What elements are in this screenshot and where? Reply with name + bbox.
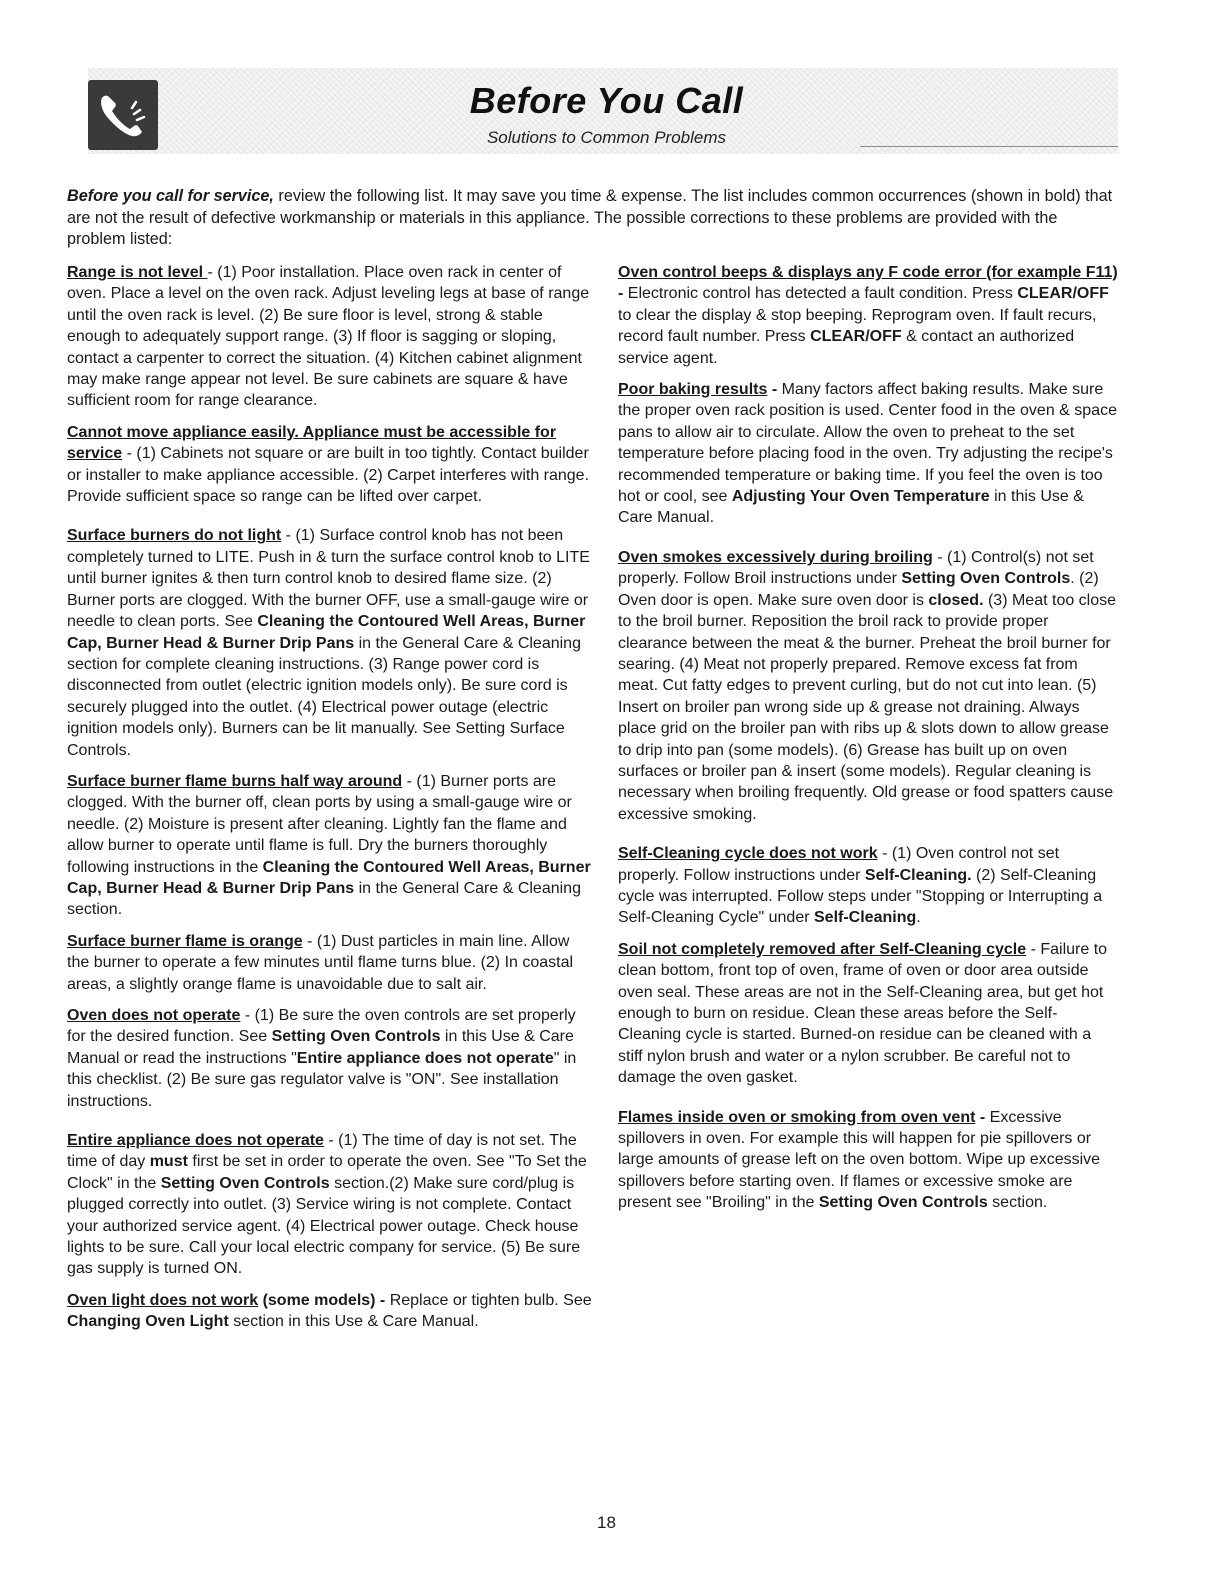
problem-title: Oven does not operate [67, 1007, 241, 1024]
problem-title: Oven control beeps & displays any F code error (for example F11) [618, 264, 1118, 281]
body-text: in the General Care & Cleaning section for complete cleaning instructions. (3) Range power cord is disconnected from outlet (electric ignition models only). Be sure cord is securely plugged into the outlet. (4) Electrical power outage (electric ignition models only). Burners can be lit manually. See Setting Surface Controls. [67, 634, 581, 759]
emphasis-text: - [975, 1108, 990, 1126]
emphasis-text: - [767, 381, 782, 399]
problem-title: Surface burner flame burns half way around [67, 772, 403, 790]
problem-entry [67, 1290, 594, 1333]
emphasis-text: Cleaning the Contoured Well Areas, Burner Cap, Burner Head & Burner Drip Pans [67, 613, 586, 652]
body-text: - (1) Be sure the oven controls are set properly for the desired function. See [67, 1007, 576, 1046]
intro-text: review the following list. It may save you time & expense. The list includes common occurrences (shown in bold) that are not the result of defective workmanship or materials in this appliance. The possible corrections to these problems are provided with the problem listed: [67, 187, 1113, 248]
emphasis-text: Changing Oven Light [67, 1313, 229, 1331]
intro-lead: Before you call for service, [67, 187, 274, 205]
left-column [67, 262, 594, 1343]
problem-title: Range is not level [67, 264, 208, 281]
body-text: - (1) Oven control not set properly. Follow instructions under [618, 845, 1060, 884]
body-text: first be set in order to operate the oven. See "To Set the Clock" in the [67, 1153, 587, 1192]
intro-paragraph [67, 186, 1117, 251]
emphasis-text: Self-Cleaning [814, 909, 917, 927]
problem-entry [618, 1107, 1120, 1214]
emphasis-text: must [149, 1153, 188, 1171]
body-text: - (1) The time of day is not set. The time of day [67, 1132, 577, 1171]
emphasis-text: - [618, 285, 628, 303]
problem-title: Soil not completely removed after Self-Cleaning cycle [618, 940, 1027, 958]
problem-title: Surface burner flame is orange [67, 932, 303, 950]
problem-entry [67, 771, 594, 921]
body-text: in this Use & Care Manual or read the instructions " [67, 1028, 574, 1067]
emphasis-text: Setting Oven Controls [160, 1174, 330, 1192]
body-text: section in this Use & Care Manual. [228, 1313, 479, 1331]
problem-entry [67, 1005, 594, 1112]
body-text: - (1) Control(s) not set properly. Follow Broil instructions under [618, 548, 1094, 588]
right-column [618, 262, 1120, 1224]
body-text: (2) Self-Cleaning cycle was interrupted. Follow steps under "Stopping or Interrupting a Self-Cleaning Cycle" under [618, 866, 1103, 927]
body-text: & contact an authorized service agent. [618, 328, 1075, 367]
body-text: (3) Meat too close to the broil burner. Reposition the broil rack to provide proper clearance between the meat & the burner. Preheat the broil burner for searing. (4) Meat not properly prepared. Remove excess fat from meat. Cut fatty edges to prevent curling, but do not cut into lean. (5) Insert on broiler pan wrong side up & grease not draining. Always place grid on the broiler pan with ribs up & slots down to allow grease to drip into pan (some models). (6) Grease has built up on oven surfaces or broiler pan & insert (some models). Regular cleaning is necessary when broiling frequently. Old grease or food spatters cause excessive smoking. [618, 591, 1117, 823]
problem-title: Entire appliance does not operate [67, 1132, 324, 1150]
body-text: Many factors affect baking results. Make sure the proper oven rack position is used. Center food in the oven & space pans to allow air to circulate. Allow the oven to preheat to the set temperature before placing food in the oven. Try adjusting the recipe's recommended temperature or baking time. If you feel the oven is too hot or cool, see [618, 381, 1117, 506]
body-text: section. [987, 1194, 1048, 1212]
problem-title: Self-Cleaning cycle does not work [618, 845, 878, 863]
problem-title: Poor baking results [618, 381, 768, 399]
body-text: - (1) Cabinets not square or are built in too tightly. Contact builder or installer to make appliance accessible. (2) Carpet interferes with range. Provide sufficient space so range can be lifted over carpet. [67, 445, 590, 506]
emphasis-text: Setting Oven Controls [818, 1194, 988, 1212]
problem-entry [67, 525, 594, 760]
problem-entry [67, 931, 594, 995]
problem-title: Oven smokes excessively during broiling [618, 548, 933, 566]
body-text: - (1) Poor installation. Place oven rack in center of oven. Place a level on the oven rack. Adjust leveling legs at base of range until the oven rack is level. (2) Be sure floor is level, strong & stable enough to adequately support range. (3) If floor is sagging or sloping, contact a carpenter to correct the situation. (4) Kitchen cabinet alignment may make range appear not level. Be sure cabinets are square & have sufficient room for range clearance. [67, 264, 590, 410]
problem-entry [618, 843, 1120, 929]
body-text: - (1) Dust particles in main line. Allow the burner to operate a few minutes until flame turns blue. (2) In coastal areas, a slightly orange flame is unavoidable due to salt air. [67, 932, 574, 993]
page-title: Before You Call [469, 80, 744, 121]
body-text: - (1) Surface control knob has not been completely turned to LITE. Push in & turn the surface control knob to LITE until burner ignites & then turn control knob to desired flame size. (2) Burner ports are clogged. With the burner OFF, use a small-gauge wire or needle to clean ports. See [67, 527, 590, 631]
problem-entry [618, 939, 1120, 1089]
problem-entry [618, 379, 1120, 529]
emphasis-text: Setting Oven Controls [901, 570, 1071, 588]
body-text: . (2) Oven door is open. Make sure oven door is [618, 570, 1099, 609]
emphasis-text: Entire appliance does not operate [296, 1049, 554, 1067]
body-text: - (1) Burner ports are clogged. With the burner off, clean ports by using a small-gauge wire or needle. (2) Moisture is present after cleaning. Lightly fan the flame and allow burner to operate until flame is full. Dry the burners thoroughly following instructions in the [67, 772, 572, 876]
body-text: - Failure to clean bottom, front top of oven, frame of oven or door area outside oven seal. These areas are not in the Self-Cleaning area, but get hot enough to burn on residue. Clean these areas before the Self-Cleaning cycle is started. Burned-on residue can be cleaned with a stiff nylon brush and water or a nylon scrubber. Be careful not to damage the oven gasket. [618, 940, 1108, 1087]
emphasis-text: CLEAR/OFF [810, 328, 902, 346]
body-text: to clear the display & stop beeping. Reprogram oven. If fault recurs, record fault number. Press [618, 306, 1097, 346]
emphasis-text: (some models) - [258, 1291, 390, 1309]
problem-entry [67, 422, 594, 508]
body-text: in the General Care & Cleaning section. [67, 879, 581, 919]
page-subtitle: Solutions to Common Problems [486, 128, 727, 147]
problem-title: Oven light does not work [67, 1291, 259, 1309]
body-text: " in this checklist. (2) Be sure gas regulator valve is "ON". See installation instructions. [67, 1049, 577, 1110]
problem-title: Surface burners do not light [67, 527, 282, 545]
problem-entry [67, 262, 594, 412]
body-text: Electronic control has detected a fault condition. Press [627, 285, 1018, 303]
body-text: . [916, 909, 921, 927]
emphasis-text: Setting Oven Controls [271, 1028, 441, 1046]
problem-title: Cannot move appliance easily. Appliance must be accessible for service [67, 423, 557, 463]
emphasis-text: Self-Cleaning. [864, 866, 972, 884]
problem-entry [618, 547, 1120, 825]
emphasis-text: CLEAR/OFF [1017, 285, 1109, 303]
body-text: Replace or tighten bulb. See [389, 1291, 592, 1309]
body-text: Excessive spillovers in oven. For example this will happen for pie spillovers or large amounts of grease left on the oven bottom. Wipe up excessive spillovers before starting oven. If flames or excessive smoke are present see "Broiling" in the [618, 1108, 1101, 1212]
page-number: 18 [597, 1513, 616, 1532]
emphasis-text: closed. [928, 591, 984, 609]
body-text: section.(2) Make sure cord/plug is plugged correctly into outlet. (3) Service wiring is not complete. Contact your authorized service agent. (4) Electrical power outage. Check house lights to be sure. Call your local electric company for service. (5) Be sure gas supply is turned ON. [67, 1174, 581, 1278]
body-text: in this Use & Care Manual. [618, 488, 1084, 527]
emphasis-text: Adjusting Your Oven Temperature [731, 488, 990, 506]
problem-title: Flames inside oven or smoking from oven vent [618, 1108, 976, 1126]
problem-entry [618, 262, 1120, 369]
emphasis-text: Cleaning the Contoured Well Areas, Burner Cap, Burner Head & Burner Drip Pans [67, 858, 591, 897]
problem-entry [67, 1130, 594, 1280]
